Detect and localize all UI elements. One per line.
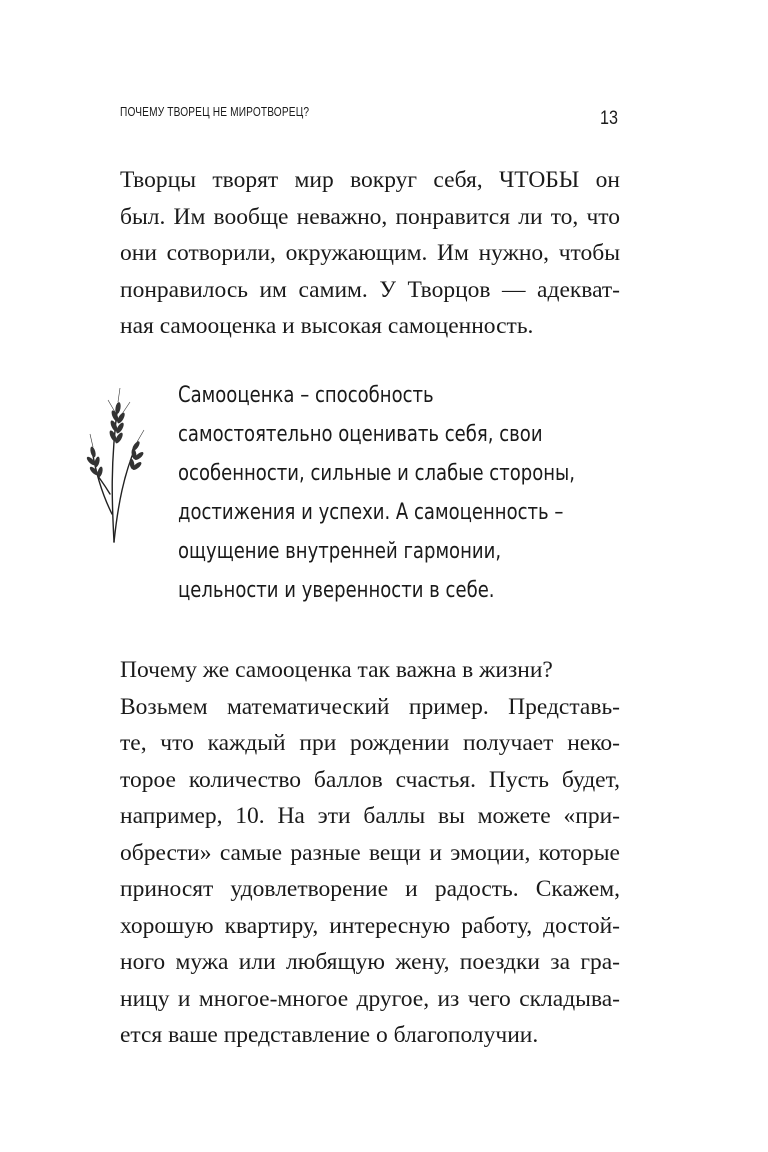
text-line: они сотворили, окружающим. Им нужно, чтобы	[120, 240, 620, 266]
quote-line: самостоятельно оценивать себя, свои	[178, 422, 543, 447]
text-line: хорошую квартиру, интересную работу, достой-	[120, 912, 620, 939]
paragraph-example	[120, 652, 620, 1054]
text-line: Почему же самооценка так важна в жизни?	[120, 657, 553, 683]
text-line: торое количество баллов счастья. Пусть будет,	[120, 766, 620, 793]
text-line: Творцы творят мир вокруг себя, ЧТОБЫ он	[120, 167, 620, 193]
quote-line: ощущение внутренней гармонии,	[178, 539, 502, 564]
text-line: ного мужа или любящую жену, поездки за гра-	[120, 949, 620, 975]
quote-line: цельности и уверенности в себе.	[178, 578, 495, 603]
running-header-title: ПОЧЕМУ ТВОРЕЦ НЕ МИРОТВОРЕЦ?	[120, 104, 310, 119]
text-line: те, что каждый при рождении получает неко-	[120, 730, 620, 756]
quote-line: особенности, сильные и слабые стороны,	[178, 461, 576, 486]
text-line: ная самооценка и высокая самоценность.	[120, 313, 534, 339]
wheat-icon	[84, 384, 164, 544]
text-line: ницу и многое-многое другое, из чего складыва-	[120, 985, 620, 1012]
text-line: был. Им вообще неважно, понравится ли то, что	[120, 203, 620, 230]
text-line: понравилось им самим. У Творцов — адекват-	[120, 276, 620, 303]
paragraph-intro	[120, 162, 620, 345]
quote-line: достижения и успехи. А самоценность –	[178, 500, 564, 525]
quote-line: Самооценка – способность	[178, 383, 434, 408]
quote-definition	[178, 376, 575, 610]
text-line: ется ваше представление о благополучии.	[120, 1022, 539, 1048]
text-line: Возьмем математический пример. Представь-	[120, 693, 620, 720]
text-line: например, 10. На эти баллы вы можете «при-	[120, 803, 620, 829]
text-line: приносят удовлетворение и радость. Скажем,	[120, 876, 620, 902]
page-number: 13	[600, 108, 618, 129]
text-line: обрести» самые разные вещи и эмоции, которые	[120, 839, 620, 866]
